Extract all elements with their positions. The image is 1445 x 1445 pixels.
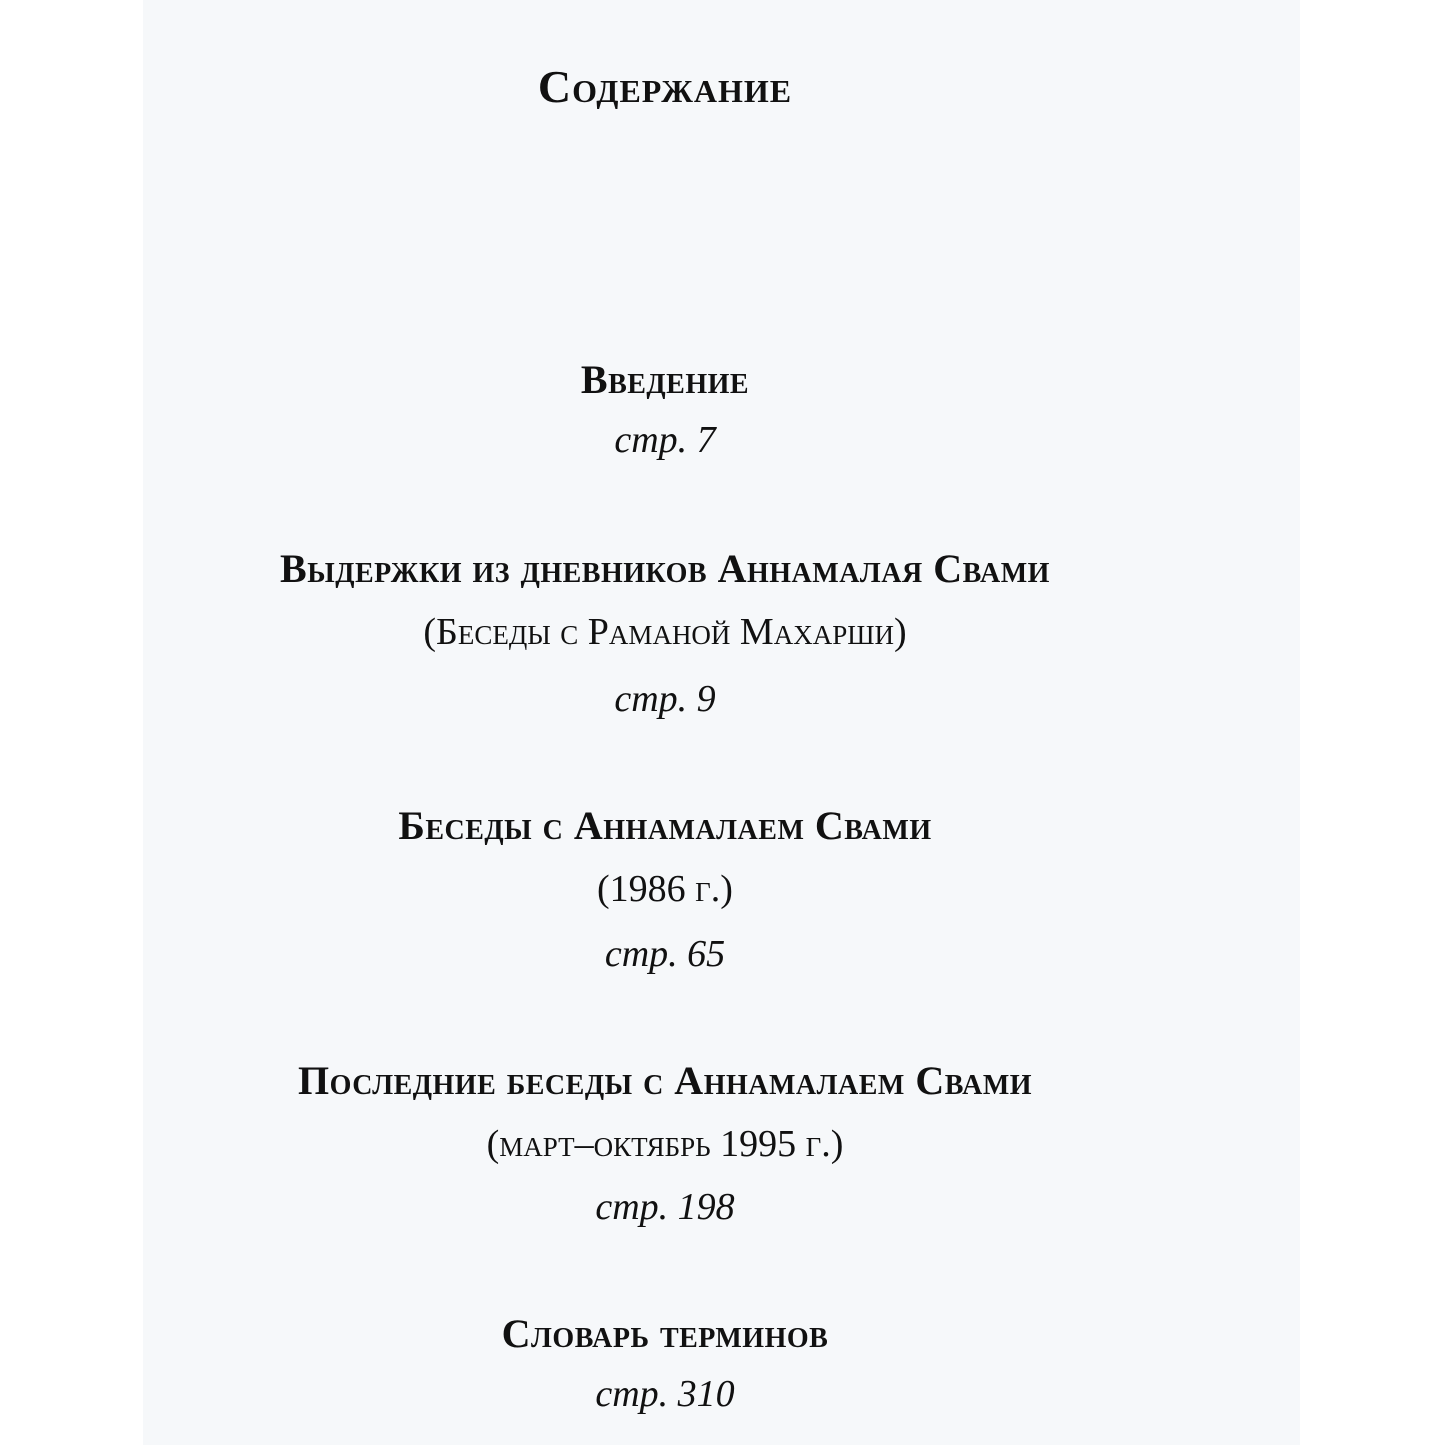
toc-entry-heading: Последние беседы с Аннамалаем Свами (297, 1058, 1033, 1103)
page-title: Содержание (537, 61, 793, 112)
toc-entry-heading: Беседы с Аннамалаем Свами (398, 803, 932, 848)
toc-entry-heading: Выдержки из дневников Аннамалая Свами (280, 546, 1050, 591)
toc-entry-page: стр. 9 (614, 678, 716, 720)
toc-entry-page: стр. 310 (595, 1373, 735, 1415)
toc-entry-page: стр. 7 (614, 419, 716, 461)
toc-entry-subtitle: (1986 г.) (597, 868, 733, 910)
toc-entry-page: стр. 198 (595, 1186, 735, 1228)
toc-entry-subtitle: (март–октябрь 1995 г.) (486, 1123, 844, 1165)
toc-entry-page: стр. 65 (604, 933, 726, 975)
toc-entry-heading: Введение (580, 357, 750, 402)
toc-entry-heading: Словарь терминов (501, 1311, 829, 1356)
toc-entry-subtitle: (Беседы с Раманой Махарши) (423, 611, 907, 653)
